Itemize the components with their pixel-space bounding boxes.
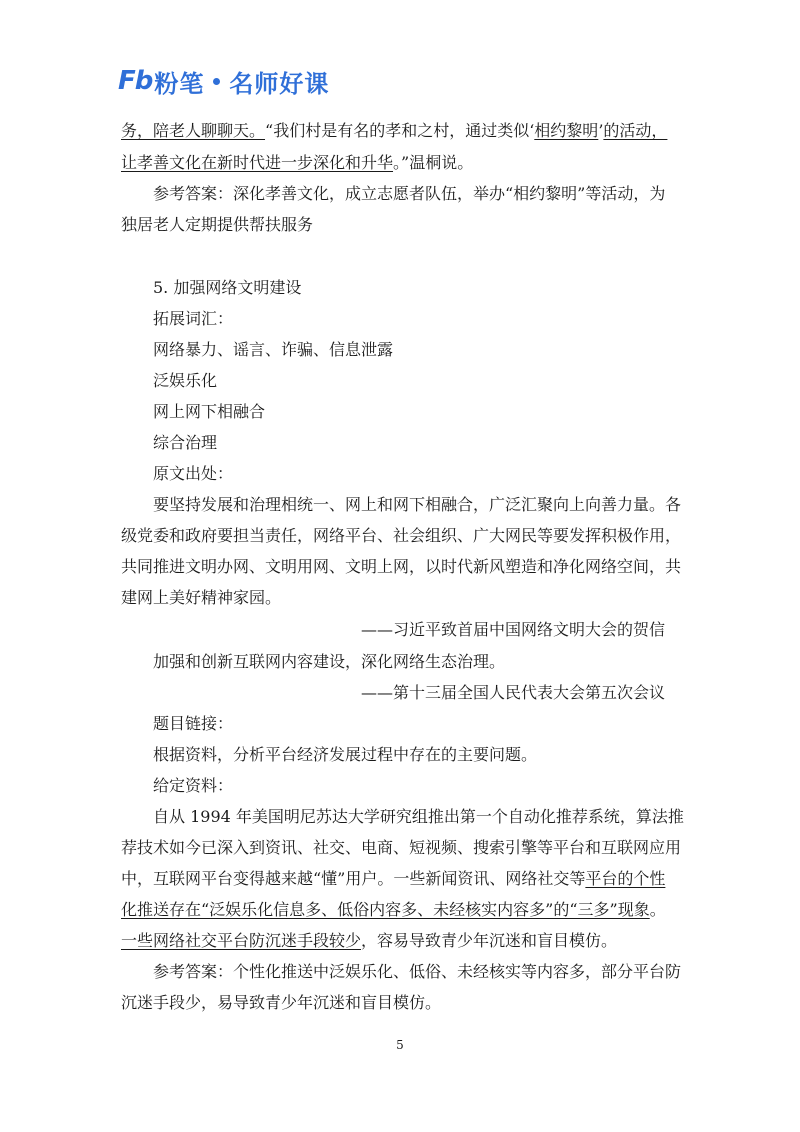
material-line: 化推送存在“泛娱乐化信息多、低俗内容多、未经核实内容多”的“三多”现象。 <box>121 900 666 919</box>
label-given-material: 给定资料： <box>153 776 234 795</box>
vocab-item: 综合治理 <box>153 433 218 452</box>
label-source: 原文出处： <box>153 464 234 483</box>
logo-dot-icon <box>213 78 220 85</box>
logo-brand: 粉笔 <box>154 69 205 98</box>
answer-line: 沉迷手段少，易导致青少年沉迷和盲目模仿。 <box>121 993 442 1012</box>
answer-line: 参考答案：深化孝善文化，成立志愿者队伍，举办“相约黎明”等活动，为 <box>153 184 666 203</box>
material-line: 自从 1994 年美国明尼苏达大学研究组推出第一个自动化推荐系统，算法推 <box>153 807 684 826</box>
label-expanded-vocabulary: 拓展词汇： <box>153 309 234 328</box>
vocab-item: 网络暴力、谣言、诈骗、信息泄露 <box>153 340 394 359</box>
quote-line: 要坚持发展和治理相统一、网上和网下相融合，广泛汇聚向上向善力量。各 <box>153 495 682 514</box>
page-number: 5 <box>396 1038 404 1052</box>
quote-line: 加强和创新互联网内容建设，深化网络生态治理。 <box>153 652 506 671</box>
material-line: 荐技术如今已深入到资讯、社交、电商、短视频、搜索引擎等平台和互联网应用 <box>121 838 682 857</box>
quote-line: 共同推进文明办网、文明用网、文明上网，以时代新风塑造和净化网络空间，共 <box>121 557 682 576</box>
label-question-link: 题目链接： <box>153 714 234 733</box>
logo-slogan: 名师好课 <box>229 69 330 98</box>
quote-attribution: ——第十三届全国人民代表大会第五次会议 <box>361 683 666 702</box>
text-line: 让孝善文化在新时代进一步深化和升华。”温桐说。 <box>121 153 474 172</box>
logo-mark: Fb <box>118 66 153 96</box>
text-line: 务，陪老人聊聊天。“我们村是有名的孝和之村，通过类似‘相约黎明’的活动， <box>121 121 668 140</box>
answer-line: 参考答案：个性化推送中泛娱乐化、低俗、未经核实等内容多，部分平台防 <box>153 962 682 981</box>
vocab-item: 网上网下相融合 <box>153 402 266 421</box>
question-text: 根据资料，分析平台经济发展过程中存在的主要问题。 <box>153 745 538 764</box>
brand-logo <box>118 66 329 96</box>
answer-line: 独居老人定期提供帮扶服务 <box>121 215 314 234</box>
quote-attribution: ——习近平致首届中国网络文明大会的贺信 <box>361 620 666 639</box>
material-line: 一些网络社交平台防沉迷手段较少，容易导致青少年沉迷和盲目模仿。 <box>121 931 618 950</box>
material-line: 中，互联网平台变得越来越“懂”用户。一些新闻资讯、网络社交等平台的个性 <box>121 869 666 888</box>
vocab-item: 泛娱乐化 <box>153 371 218 390</box>
quote-line: 级党委和政府要担当责任，网络平台、社会组织、广大网民等要发挥积极作用， <box>121 526 682 545</box>
section-heading: 5. 加强网络文明建设 <box>153 278 302 297</box>
quote-line: 建网上美好精神家园。 <box>121 588 282 607</box>
